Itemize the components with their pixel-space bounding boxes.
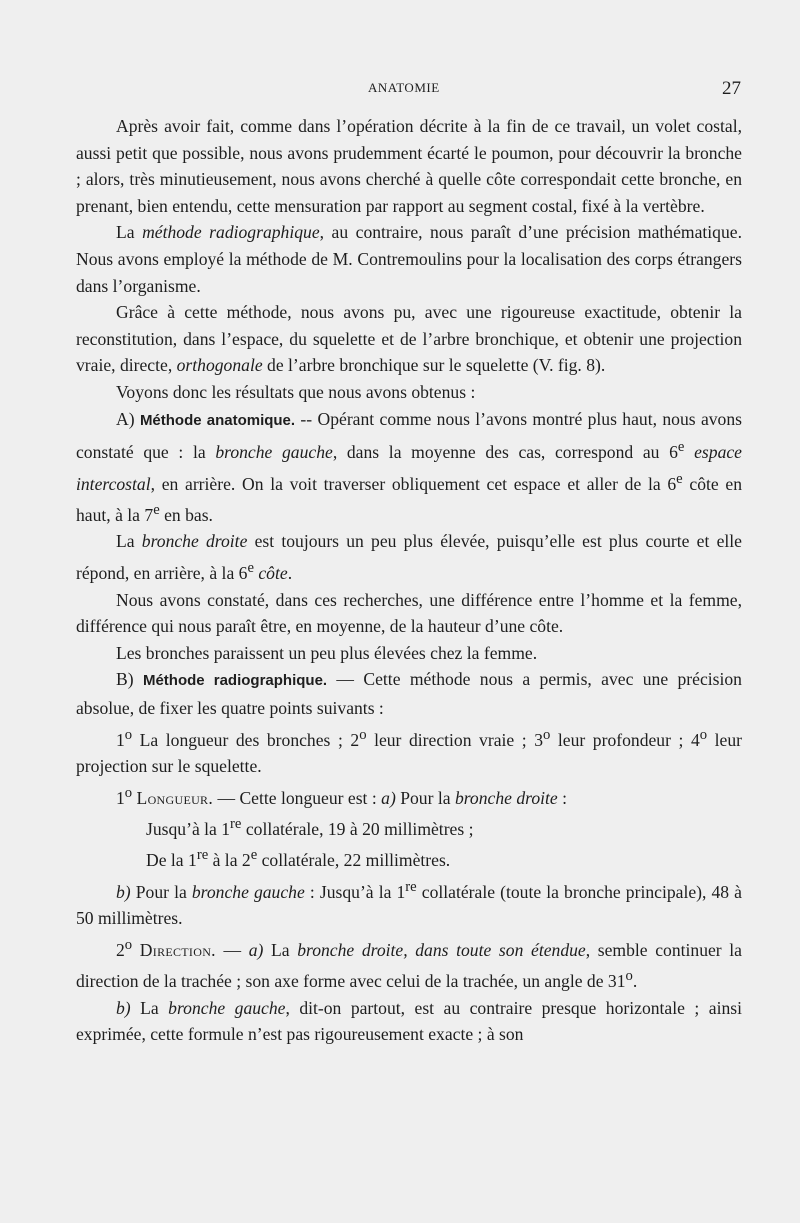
- paragraph-6: La bronche droite est toujours un peu plus élevée, puisqu’elle est plus courte et elle répond, en arrière, à la 6e côte.: [76, 531, 742, 583]
- page-header: [0, 78, 800, 102]
- page-body: [76, 113, 742, 1048]
- paragraph-4: Voyons donc les résultats que nous avons obtenus :: [116, 381, 476, 402]
- paragraph-16: b) La bronche gauche, dit-on partout, est au contraire presque horizontale ; ainsi exprimée, cette formule n’est pas rigoureusement exacte ; à son: [76, 997, 742, 1045]
- paragraph-15: 2$^o$ Direction. — a) La bronche droite, dans toute son étendue, semble continuer la direction de la trachée ; son axe forme avec celui de la trachée, un angle de 31$^o$.: [76, 936, 742, 992]
- paragraph-12: Jusqu’à la 1re collatérale, 19 à 20 millimètres ;: [146, 816, 474, 839]
- page-number: 27: [722, 78, 741, 99]
- paragraph-10: 1$^o$ La longueur des bronches ; 2$^o$ leur direction vraie ; 3$^o$ leur profondeur ; 4$^o$ leur projection sur le squelette.: [76, 726, 742, 776]
- paragraph-2: La méthode radiographique, au contraire, nous paraît d’une précision mathématique. Nous avons employé la méthode de M. Contremoulins pour la localisation des corps étrangers dans l’organisme.: [76, 222, 742, 296]
- paragraph-14: b) Pour la bronche gauche : Jusqu’à la 1re collatérale (toute la bronche principale), 48 à 50 millimètres.: [76, 878, 742, 929]
- running-title: ANATOMIE: [368, 80, 440, 95]
- paragraph-7: Nous avons constaté, dans ces recherches, une différence entre l’homme et la femme, différence qui nous paraît être, en moyenne, de la hauteur d’une côte.: [76, 589, 742, 637]
- paragraph-13: De la 1re à la 2e collatérale, 22 millimètres.: [146, 847, 451, 871]
- paragraph-1: Après avoir fait, comme dans l’opération décrite à la fin de ce travail, un volet costal, aussi petit que possible, nous avons prudemment écarté le poumon, pour découvrir la bronche ; alors, très minutieusement, nous avons cherché à quelle côte correspondait cette bronche, en prenant, bien entendu, cette mensuration par rapport au segment costal, fixé à la vertèbre.: [76, 116, 742, 216]
- paragraph-9: B) Méthode radiographique. — Cette méthode nous a permis, avec une précision absolue, de fixer les quatre points suivants :: [76, 669, 742, 718]
- paragraph-5: A) Méthode anatomique. -- Opérant comme nous l’avons montré plus haut, nous avons constaté que : la bronche gauche, dans la moyenne des cas, correspond au 6e espace intercostal, en arrière. On la voit traverser obliquement cet espace et aller de la 6e côte en haut, à la 7e en bas.: [76, 408, 742, 525]
- paragraph-8: Les bronches paraissent un peu plus élevées chez la femme.: [116, 642, 538, 663]
- paragraph-3: Grâce à cette méthode, nous avons pu, avec une rigoureuse exactitude, obtenir la reconstitution, dans l’espace, du squelette et de l’arbre bronchique, et obtenir une projection vraie, directe, orthogonale de l’arbre bronchique sur le squelette (V. fig. 8).: [76, 302, 742, 376]
- paragraph-11: 1$^o$ Longueur. — Cette longueur est : a) Pour la bronche droite :: [116, 784, 568, 808]
